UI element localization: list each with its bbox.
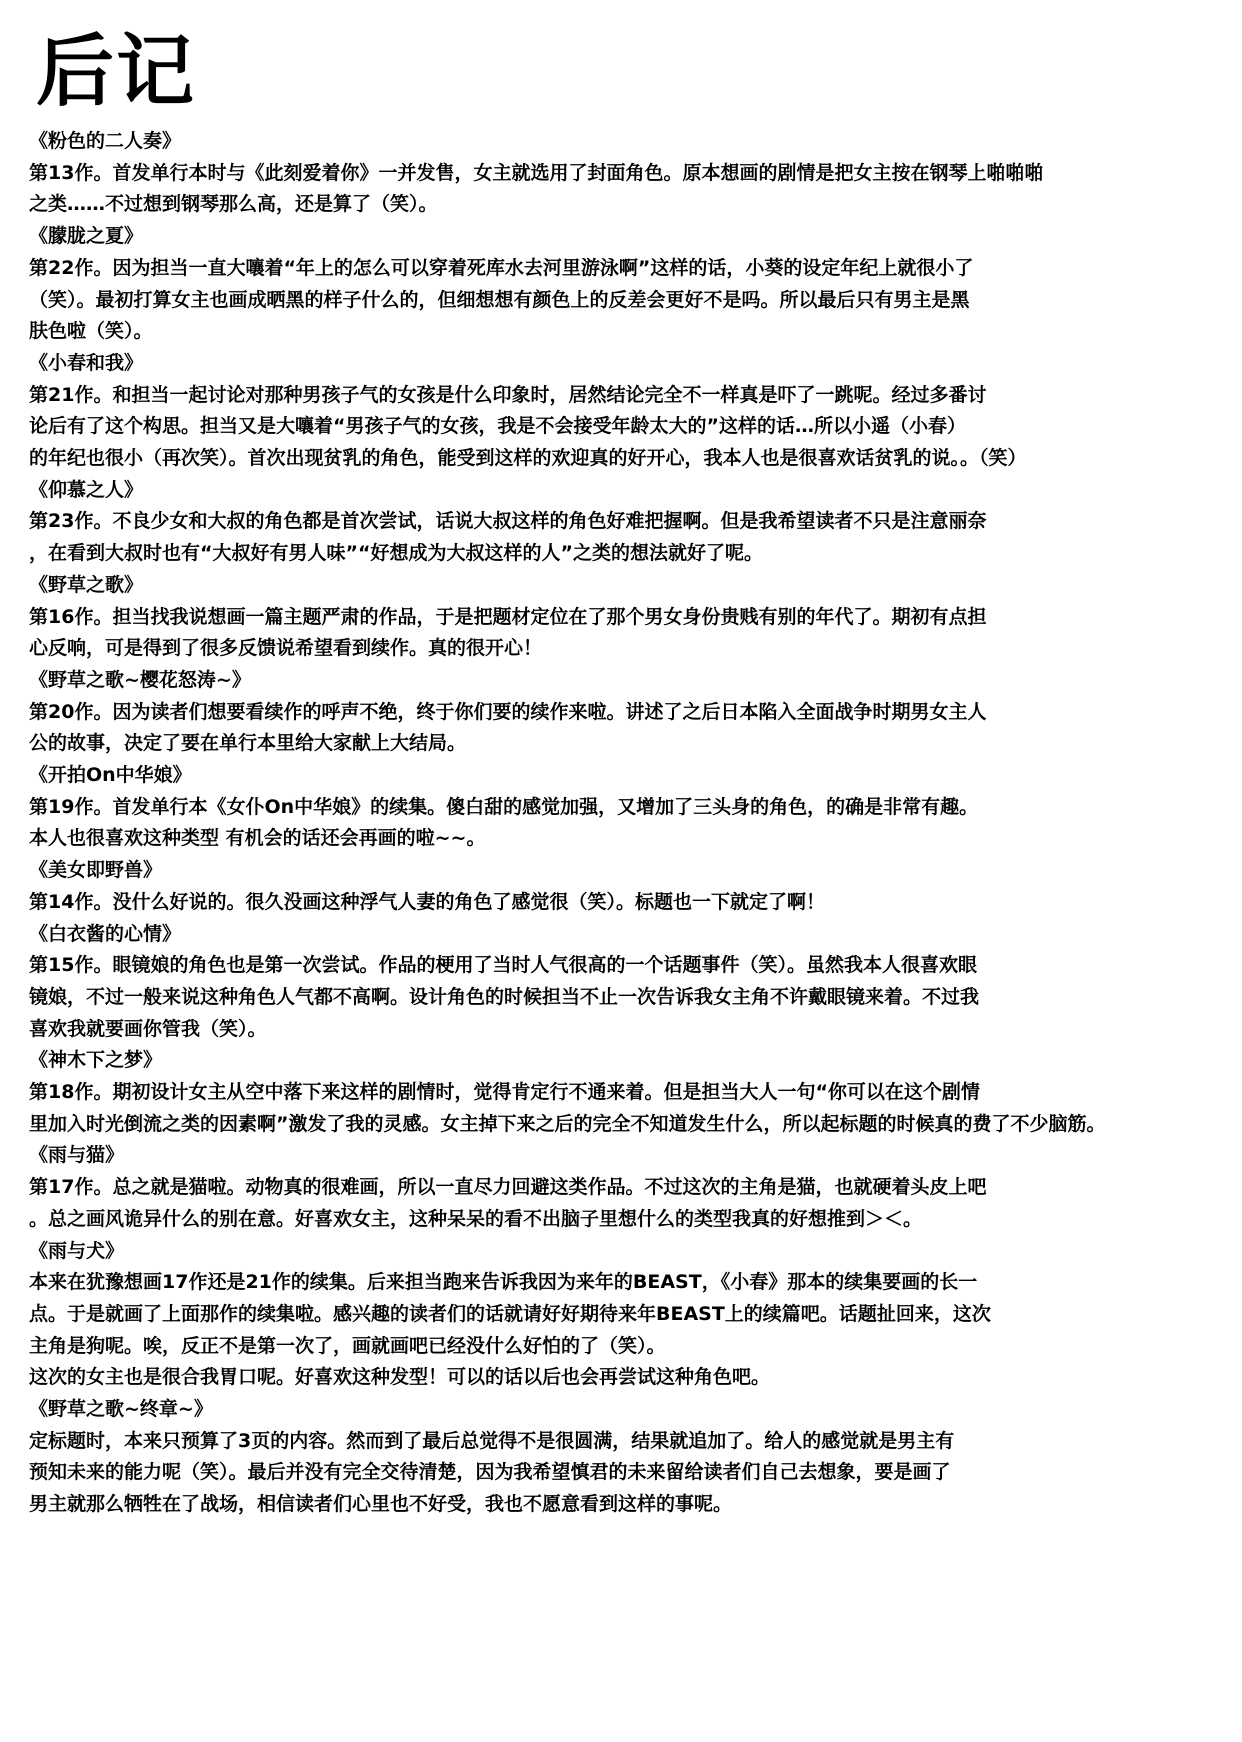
text-line: 第15作。眼镜娘的角色也是第一次尝试。作品的梗用了当时人气很高的一个话题事件（笑）。虽然我本人很喜欢眼 [29,954,977,977]
text-line: 本人也很喜欢这种类型 有机会的话还会再画的啦~~。 [29,827,486,850]
text-line: 《野草之歌》 [29,573,144,596]
text-line: 定标题时，本来只预算了3页的内容。然而到了最后总觉得不是很圆满，结果就追加了。给人的感觉就是男主有 [29,1429,955,1452]
text-line: 第19作。首发单行本《女仆On中华娘》的续集。傻白甜的感觉加强，又增加了三头身的角色，的确是非常有趣。 [29,795,979,818]
text-line: 肤色啦（笑）。 [29,320,153,343]
text-line: 喜欢我就要画你管我（笑）。 [29,1017,267,1040]
text-line: 的年纪也很小（再次笑）。首次出现贫乳的角色，能受到这样的欢迎真的好开心，我本人也是很喜欢话贫乳的说。。（笑） [29,447,1027,469]
text-line: 第22作。因为担当一直大嚷着“年上的怎么可以穿着死库水去河里游泳啊”这样的话，小葵的设定年纪上就很小了 [29,256,974,279]
page-title: 后记 [36,27,197,117]
text-line: 这次的女主也是很合我胃口呢。好喜欢这种发型！可以的话以后也会再尝试这种角色吧。 [29,1366,771,1389]
text-line: 《雨与猫》 [29,1144,125,1167]
text-line: 之类……不过想到钢琴那么高，还是算了（笑）。 [29,193,438,216]
text-line: 《野草之歌~樱花怒涛~》 [29,668,251,691]
text-line: 第13作。首发单行本时与《此刻爱着你》一并发售，女主就选用了封面角色。原本想画的剧情是把女主按在钢琴上啪啪啪 [29,161,1044,184]
text-line: 《野草之歌~终章~》 [29,1398,213,1420]
text-line: 《仰慕之人》 [29,478,144,501]
text-line: 《开拍On中华娘》 [29,764,192,786]
text-line: 第20作。因为读者们想要看续作的呼声不绝，终于你们要的续作来啦。讲述了之后日本陷入全面战争时期男女主人 [29,700,987,723]
text-line: 镜娘，不过一般来说这种角色人气都不高啊。设计角色的时候担当不止一次告诉我女主角不许戴眼镜来着。不过我 [29,985,980,1008]
text-line: 里加入时光倒流之类的因素啊”激发了我的灵感。女主掉下来之后的完全不知道发生什么，所以起标题的时候真的费了不少脑筋。 [29,1112,1106,1135]
text-line: 。总之画风诡异什么的别在意。好喜欢女主，这种呆呆的看不出脑子里想什么的类型我真的好想推到＞＜。 [29,1207,923,1230]
text-line: 预知未来的能力呢（笑）。最后并没有完全交待清楚，因为我希望慎君的未来留给读者们自己去想象，要是画了 [29,1461,951,1484]
text-line: 第16作。担当找我说想画一篇主题严肃的作品，于是把题材定位在了那个男女身份贵贱有别的年代了。期初有点担 [29,605,987,628]
text-line: 主角是狗呢。唉，反正不是第一次了，画就画吧已经没什么好怕的了（笑）。 [29,1334,666,1357]
text-line: 点。于是就画了上面那作的续集啦。感兴趣的读者们的话就请好好期待来年BEAST上的续篇吧。话题扯回来，这次 [29,1302,991,1325]
text-line: 《神木下之梦》 [29,1049,163,1072]
text-line: 男主就那么牺牲在了战场，相信读者们心里也不好受，我也不愿意看到这样的事呢。 [29,1493,733,1516]
text-line: 第17作。总之就是猫啦。动物真的很难画，所以一直尽力回避这类作品。不过这次的主角是猫，也就硬着头皮上吧 [29,1176,987,1199]
text-line: 本来在犹豫想画17作还是21作的续集。后来担当跑来告诉我因为来年的BEAST，《小春》那本的续集要画的长一 [29,1271,978,1294]
text-line: 第14作。没什么好说的。很久没画这种浮气人妻的角色了感觉很（笑）。标题也一下就定了啊！ [29,890,825,913]
text-line: 《小春和我》 [29,351,144,374]
text-line: 心反响，可是得到了很多反馈说希望看到续作。真的很开心！ [29,637,543,660]
text-line: 《朦胧之夏》 [29,225,144,248]
text-line: 《雨与犬》 [29,1239,125,1262]
text-line: 《粉色的二人奏》 [29,130,182,152]
text-line: 公的故事，决定了要在单行本里给大家献上大结局。 [29,732,467,755]
text-line: 第21作。和担当一起讨论对那种男孩子气的女孩是什么印象时，居然结论完全不一样真是吓了一跳呢。经过多番讨 [29,383,987,406]
text-line: 《白衣酱的心情》 [29,922,182,945]
text-line: 《美女即野兽》 [29,859,163,882]
text-line: 第23作。不良少女和大叔的角色都是首次尝试，话说大叔这样的角色好难把握啊。但是我希望读者不只是注意丽奈 [29,510,987,533]
text-line: 第18作。期初设计女主从空中落下来这样的剧情时，觉得肯定行不通来着。但是担当大人一句“你可以在这个剧情 [29,1081,980,1103]
text-line: （笑）。最初打算女主也画成晒黑的样子什么的，但细想想有颜色上的反差会更好不是吗。所以最后只有男主是黑 [29,288,970,311]
text-line: ，在看到大叔时也有“大叔好有男人味”“好想成为大叔这样的人”之类的想法就好了呢。 [29,542,763,565]
text-line: 论后有了这个构思。担当又是大嚷着“男孩子气的女孩，我是不会接受年龄太大的”这样的话…所以小遥（小春） [29,415,966,438]
